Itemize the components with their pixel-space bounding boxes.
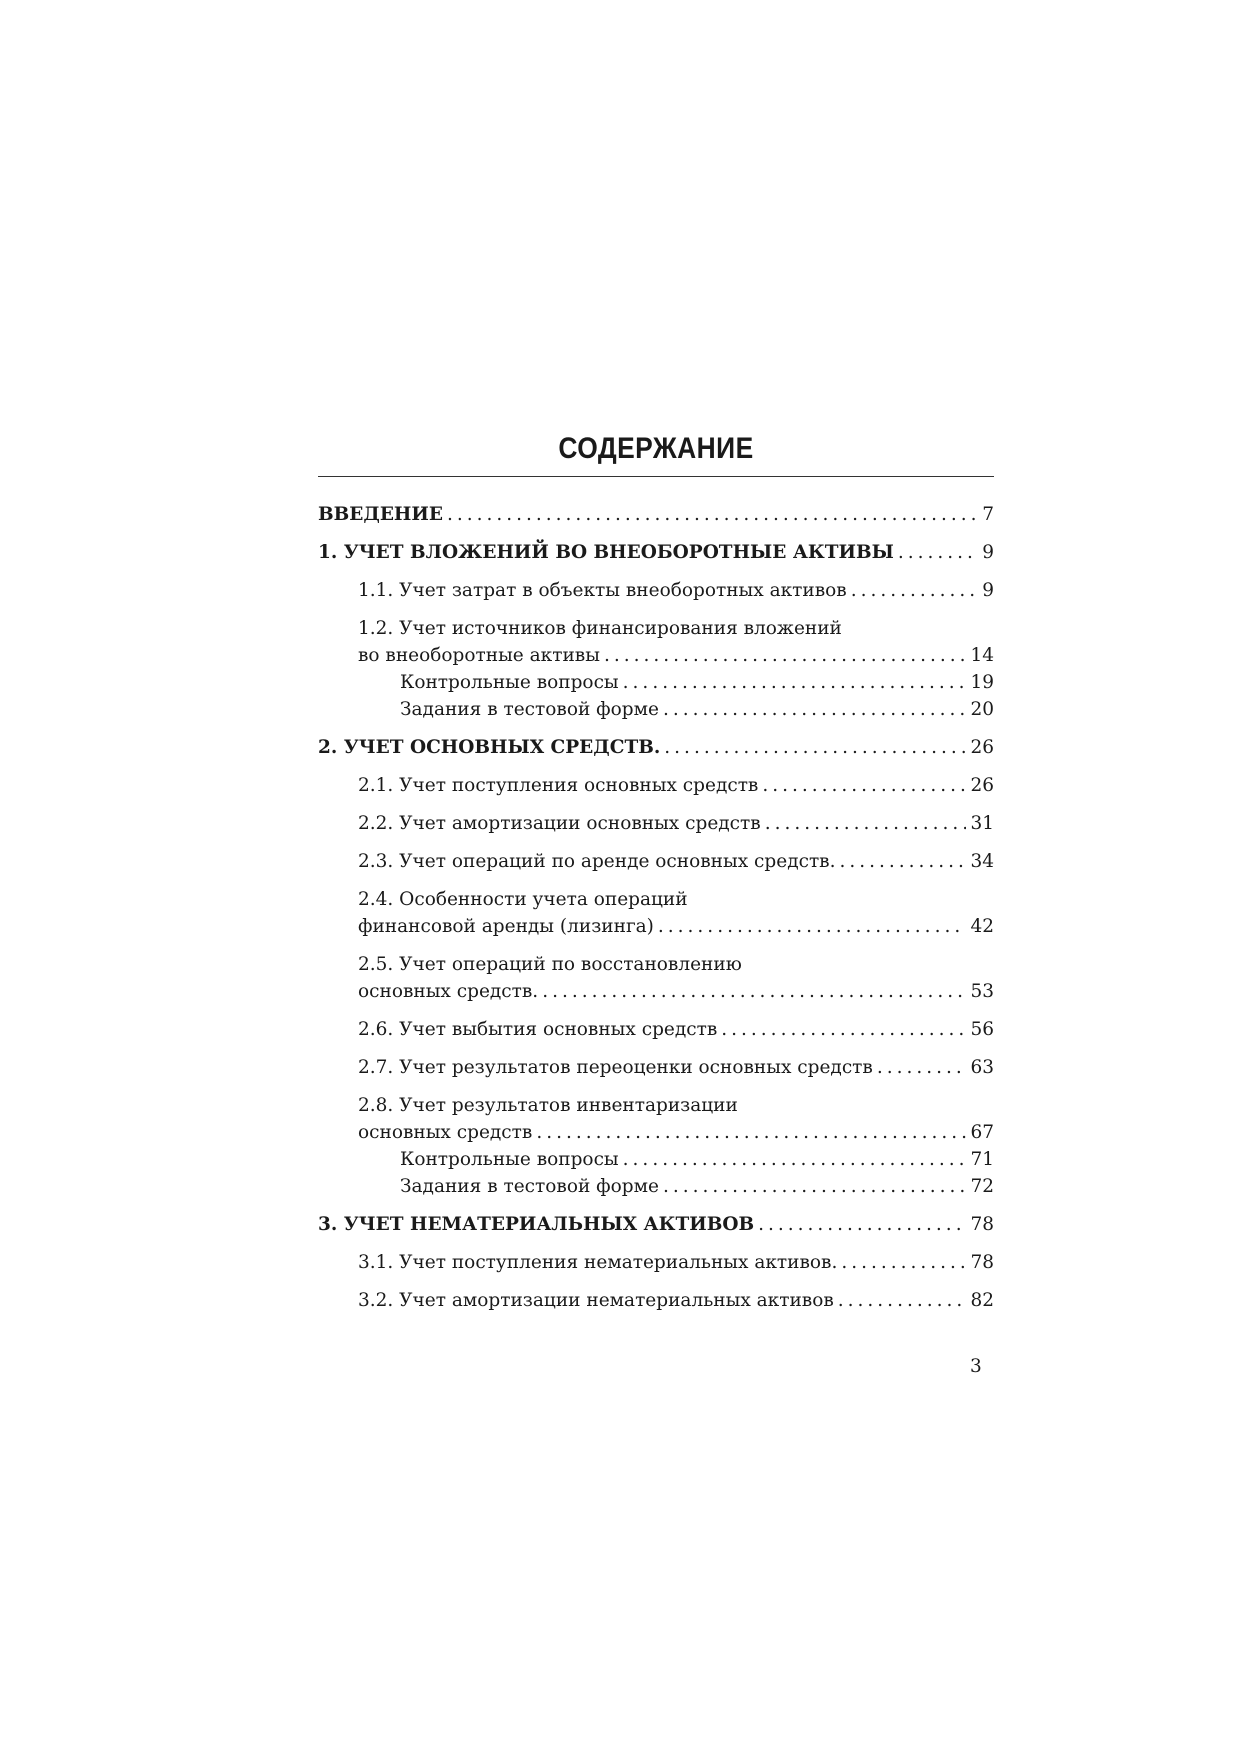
toc-entry-2-8[interactable]: 2.8. Учет результатов инвентаризации основных средств ..... 67 [318, 1092, 994, 1146]
toc-entry-2-5[interactable]: 2.5. Учет операций по восстановлению основных средств. ..... 53 [318, 951, 994, 1005]
toc-entry-1-2[interactable]: 1.2. Учет источников финансирования вложений во внеоборотные активы ..... 14 [318, 615, 994, 669]
page-number: 3 [970, 1356, 982, 1377]
title-divider [318, 476, 994, 477]
page-title: СОДЕРЖАНИЕ [558, 432, 754, 465]
toc-entry-2-4[interactable]: 2.4. Особенности учета операций финансовой аренды (лизинга) ..... 42 [318, 886, 994, 940]
toc-entry-2-3[interactable]: 2.3. Учет операций по аренде основных средств. ..... 34 [318, 848, 994, 875]
toc-entry-chapter-1[interactable]: 1. УЧЕТ ВЛОЖЕНИЙ ВО ВНЕОБОРОТНЫЕ АКТИВЫ ..... 9 [318, 539, 994, 566]
toc-entry-2-1[interactable]: 2.1. Учет поступления основных средств ..... 26 [318, 772, 994, 799]
toc-entry-chapter-2[interactable]: 2. УЧЕТ ОСНОВНЫХ СРЕДСТВ. ..... 26 [318, 734, 994, 761]
toc-entry-test-tasks-1[interactable]: Задания в тестовой форме ..... 20 [318, 696, 994, 723]
table-of-contents [318, 501, 994, 1314]
toc-entry-review-questions-2[interactable]: Контрольные вопросы ..... 71 [318, 1146, 994, 1173]
toc-entry-2-2[interactable]: 2.2. Учет амортизации основных средств ..... 31 [318, 810, 994, 837]
toc-entry-introduction[interactable]: ВВЕДЕНИЕ ..... 7 [318, 501, 994, 528]
toc-entry-3-2[interactable]: 3.2. Учет амортизации нематериальных активов ..... 82 [318, 1287, 994, 1314]
toc-container [318, 432, 994, 1314]
toc-entry-review-questions-1[interactable]: Контрольные вопросы ..... 19 [318, 669, 994, 696]
toc-entry-chapter-3[interactable]: 3. УЧЕТ НЕМАТЕРИАЛЬНЫХ АКТИВОВ ..... 78 [318, 1211, 994, 1238]
toc-entry-2-7[interactable]: 2.7. Учет результатов переоценки основных средств ..... 63 [318, 1054, 994, 1081]
toc-entry-3-1[interactable]: 3.1. Учет поступления нематериальных активов. ..... 78 [318, 1249, 994, 1276]
toc-entry-test-tasks-2[interactable]: Задания в тестовой форме ..... 72 [318, 1173, 994, 1200]
toc-entry-1-1[interactable]: 1.1. Учет затрат в объекты внеоборотных активов ..... 9 [318, 577, 994, 604]
toc-entry-2-6[interactable]: 2.6. Учет выбытия основных средств ..... 56 [318, 1016, 994, 1043]
